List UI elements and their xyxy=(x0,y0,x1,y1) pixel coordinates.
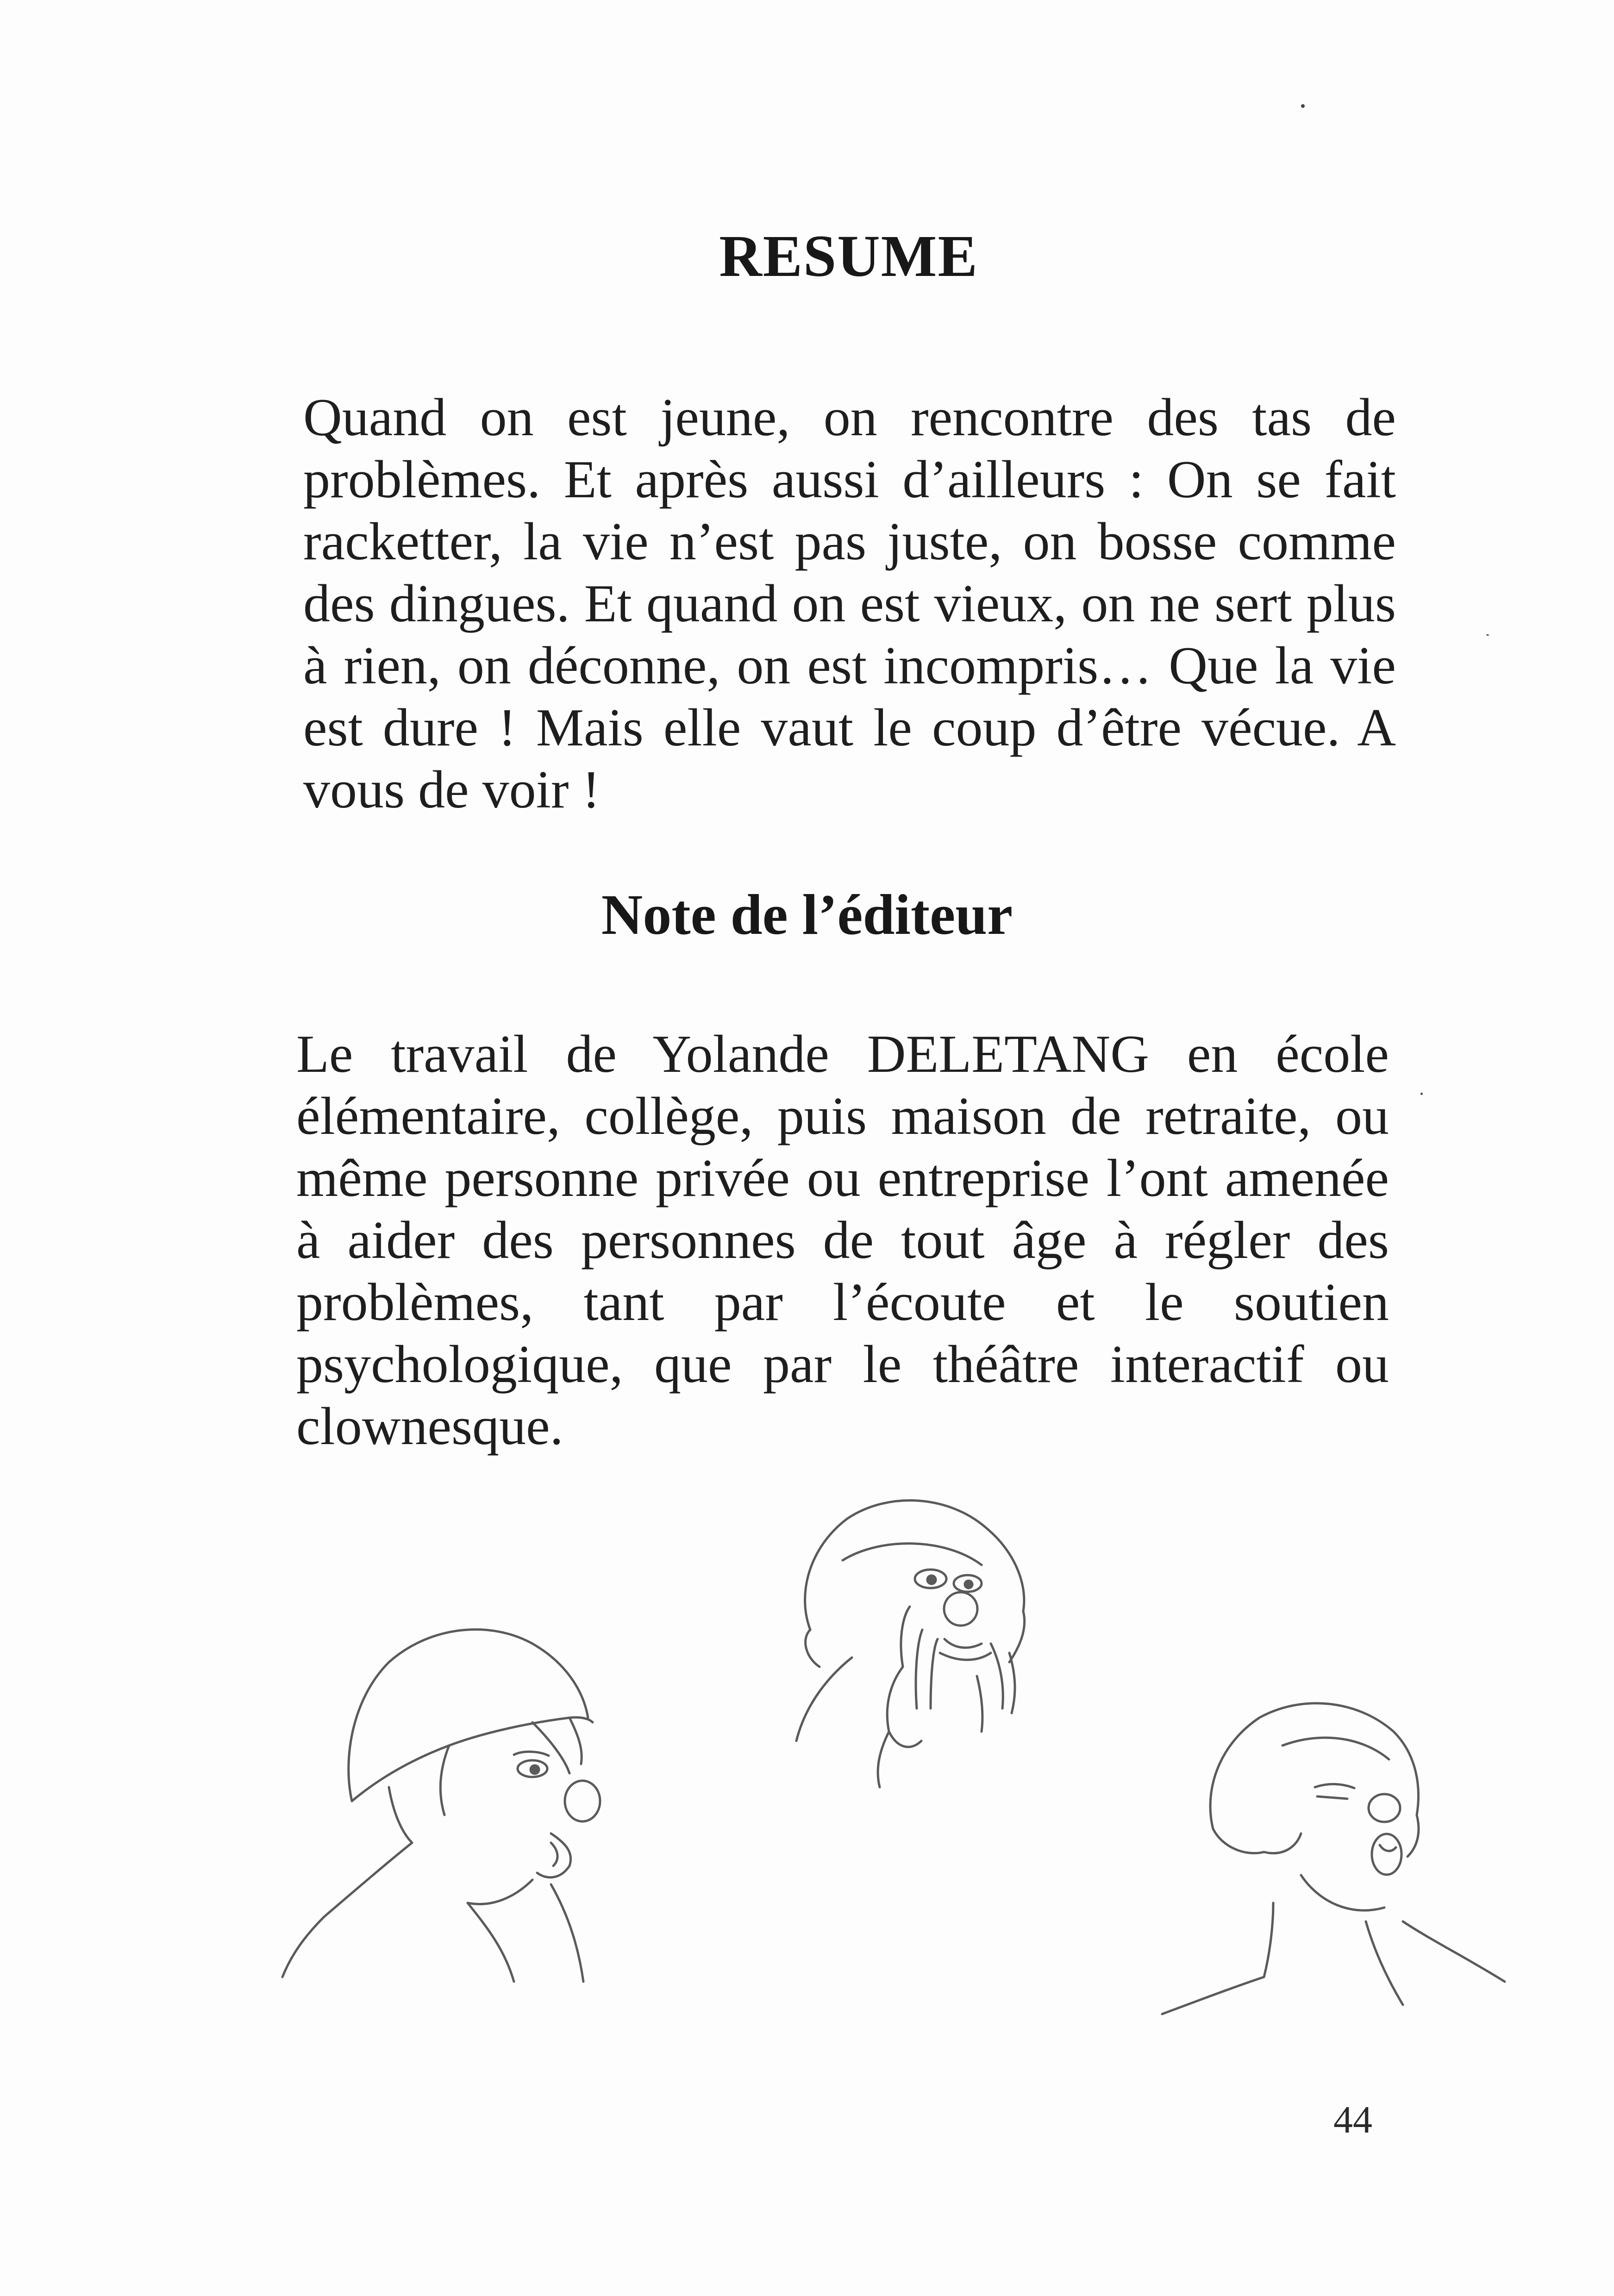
scan-speck xyxy=(1301,104,1305,108)
page-number: 44 xyxy=(1333,2098,1372,2141)
editor-note-paragraph: Le travail de Yolande DELETANG en école élémentaire, collège, puis maison de retraite, ou même personne privée ou entreprise l’ont amenée à aider des personnes de tout âge à régler des problèmes, tant par l’écoute et le soutien psychologique, que par le théâtre interactif ou clownesque. xyxy=(296,1025,1389,1456)
editor-note-title: Note de l’éditeur xyxy=(601,883,1013,946)
resume-title: RESUME xyxy=(719,223,978,289)
scan-speck xyxy=(1486,634,1489,636)
resume-paragraph: Quand on est jeune, on rencontre des tas de problèmes. Et après aussi d’ailleurs : On se fait racketter, la vie n’est pas juste, on bosse comme des dingues. Et quand on est vieux, on ne sert plus à rien, on déconne, on est incompris… Que la vie est dure ! Mais elle vaut le coup d’être vécue. A vous de voir ! xyxy=(303,388,1396,820)
scan-speck xyxy=(1420,1093,1423,1095)
clown-hands-on-face-illustration xyxy=(750,1491,1083,1796)
clown-talking-illustration xyxy=(273,1583,662,1991)
clown-singing-illustration xyxy=(1144,1681,1514,2033)
